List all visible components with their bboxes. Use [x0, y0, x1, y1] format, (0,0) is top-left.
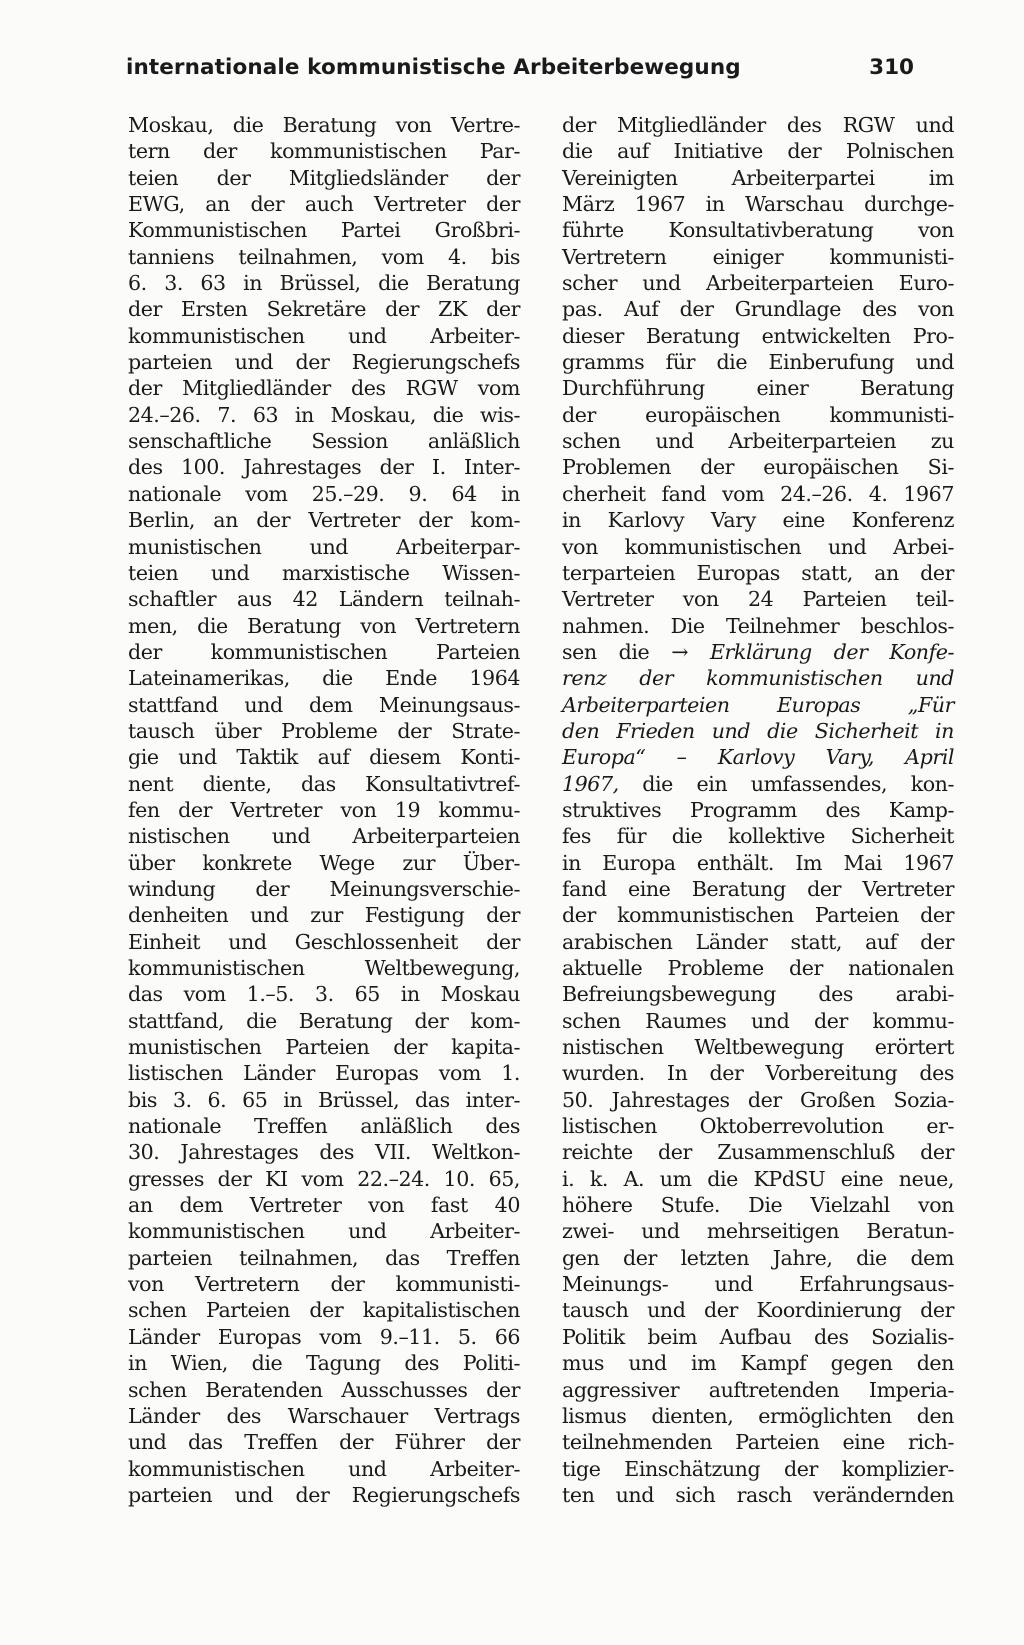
text-line: scher und Arbeiterparteien Euro- [562, 271, 954, 296]
text-line: der Mitgliedländer des RGW vom [128, 376, 520, 401]
text-line: Lateinamerikas, die Ende 1964 [128, 666, 520, 691]
cross-reference-title: Erklärung der Konfe- [688, 639, 954, 664]
text-line: von kommunistischen und Arbei- [562, 534, 954, 559]
text-line: parteien und der Regierungschefs [128, 1482, 520, 1507]
text-line: der kommunistischen Parteien [128, 639, 520, 664]
text-line: schen und Arbeiterparteien zu [562, 429, 954, 454]
text-line: arabischen Länder statt, auf der [562, 929, 954, 954]
text-line: der europäischen kommunisti- [562, 402, 954, 427]
text-line: munistischen Parteien der kapita- [128, 1035, 520, 1060]
cross-reference-arrow-icon: → [671, 639, 688, 664]
text-line: nationale vom 25.–29. 9. 64 in [128, 481, 520, 506]
text-line: der kommunistischen Parteien der [562, 903, 954, 928]
text-line: kommunistischen Weltbewegung, [128, 956, 520, 980]
text-line-cross-reference [562, 639, 954, 665]
text-line: Vereinigten Arbeiterpartei im [562, 165, 954, 190]
cross-reference-title-end: 1967, [562, 771, 619, 796]
text-line: tanniens teilnahmen, vom 4. bis [128, 244, 520, 269]
text-line: Befreiungsbewegung des arabi- [562, 982, 954, 1007]
text-line: denheiten und zur Festigung der [128, 903, 520, 928]
text-line: men, die Beratung von Vertretern [128, 613, 520, 638]
text-line-mixed [562, 771, 954, 797]
text-line: Problemen der europäischen Si- [562, 455, 954, 480]
text-line: tausch und der Koordinierung der [562, 1298, 954, 1323]
text-line: teien und marxistische Wissen- [128, 560, 520, 585]
text-line: Europa“ – Karlovy Vary, April [562, 745, 954, 770]
text-line: schen Parteien der kapitalistischen [128, 1298, 520, 1323]
right-column-lines-before [562, 112, 954, 639]
text-line: stattfand, die Beratung der kom- [128, 1008, 520, 1033]
text-line: nent diente, das Konsultativtref- [128, 771, 520, 796]
text-line: schen Beratenden Ausschusses der [128, 1377, 520, 1402]
running-head: internationale kommunistische Arbeiterbewegung [126, 55, 741, 80]
text-line: lismus dienten, ermöglichten den [562, 1403, 954, 1428]
text-line: in Wien, die Tagung des Politi- [128, 1351, 520, 1376]
text-line: 6. 3. 63 in Brüssel, die Beratung [128, 271, 520, 296]
text-line: 24.–26. 7. 63 in Moskau, die wis- [128, 402, 520, 427]
text-line: senschaftliche Session anläßlich [128, 429, 520, 454]
text-line: kommunistischen und Arbeiter- [128, 1219, 520, 1244]
text-line: das vom 1.–5. 3. 65 in Moskau [128, 982, 520, 1007]
text-line: fand eine Beratung der Vertreter [562, 876, 954, 901]
text-segment: sen die [562, 639, 672, 664]
text-line: über konkrete Wege zur Über- [128, 850, 520, 875]
text-line: an dem Vertreter von fast 40 [128, 1193, 520, 1218]
text-line: höhere Stufe. Die Vielzahl von [562, 1193, 954, 1218]
text-line: EWG, an der auch Vertreter der [128, 192, 520, 217]
text-line: fes für die kollektive Sicherheit [562, 824, 954, 849]
cross-reference-title-lines [562, 665, 954, 770]
text-line: ten und sich rasch verändernden [562, 1482, 954, 1507]
text-line: Politik beim Aufbau des Sozialis- [562, 1324, 954, 1349]
text-line: Arbeiterparteien Europas „Für [562, 692, 954, 717]
text-line: nistischen und Arbeiterparteien [128, 824, 520, 849]
right-column [562, 112, 954, 1508]
text-line: mus und im Kampf gegen den [562, 1351, 954, 1376]
text-line: teien der Mitgliedsländer der [128, 165, 520, 190]
text-line: schen Raumes und der kommu- [562, 1008, 954, 1033]
text-line: März 1967 in Warschau durchge- [562, 192, 954, 217]
text-line: i. k. A. um die KPdSU eine neue, [562, 1166, 954, 1191]
text-line: tige Einschätzung der komplizier- [562, 1456, 954, 1481]
text-line: schaftler aus 42 Ländern teilnah- [128, 587, 520, 612]
text-line: Durchführung einer Beratung [562, 376, 954, 401]
text-line: tausch über Probleme der Strate- [128, 718, 520, 743]
text-line: die auf Initiative der Polnischen [562, 139, 954, 164]
text-line: und das Treffen der Führer der [128, 1430, 520, 1455]
text-line: Moskau, die Beratung von Vertre- [128, 113, 520, 137]
text-line: kommunistischen und Arbeiter- [128, 1456, 520, 1481]
text-line: Berlin, an der Vertreter der kom- [128, 508, 520, 533]
text-line: wurden. In der Vorbereitung des [562, 1061, 954, 1086]
text-line: aggressiver auftretenden Imperia- [562, 1377, 954, 1402]
text-line: parteien teilnahmen, das Treffen [128, 1245, 520, 1270]
text-line: pas. Auf der Grundlage des von [562, 297, 954, 322]
text-line: tern der kommunistischen Par- [128, 139, 520, 164]
text-line: listischen Länder Europas vom 1. [128, 1061, 520, 1086]
text-line: nahmen. Die Teilnehmer beschlos- [562, 613, 954, 638]
text-line: Meinungs- und Erfahrungsaus- [562, 1272, 954, 1297]
text-line: der Ersten Sekretäre der ZK der [128, 297, 520, 322]
text-segment: die ein umfassendes, kon- [618, 771, 954, 796]
text-line: aktuelle Probleme der nationalen [562, 956, 954, 980]
right-column-lines-after [562, 797, 954, 1508]
text-line: den Frieden und die Sicherheit in [562, 718, 954, 743]
text-line: listischen Oktoberrevolution er- [562, 1114, 954, 1139]
text-line: parteien und der Regierungschefs [128, 350, 520, 375]
text-line: führte Konsultativberatung von [562, 218, 954, 243]
text-line: 30. Jahrestages des VII. Weltkon- [128, 1140, 520, 1165]
text-line: zwei- und mehrseitigen Beratun- [562, 1219, 954, 1244]
text-line: windung der Meinungsverschie- [128, 876, 520, 901]
text-line: des 100. Jahrestages der I. Inter- [128, 455, 520, 480]
text-line: Länder des Warschauer Vertrags [128, 1403, 520, 1428]
text-line: kommunistischen und Arbeiter- [128, 323, 520, 348]
text-line: gen der letzten Jahre, die dem [562, 1245, 954, 1270]
text-line: gramms für die Einberufung und [562, 350, 954, 375]
text-line: Länder Europas vom 9.–11. 5. 66 [128, 1324, 520, 1349]
text-line: in Karlovy Vary eine Konferenz [562, 508, 954, 533]
text-line: dieser Beratung entwickelten Pro- [562, 323, 954, 348]
left-column [128, 112, 520, 1508]
text-line: Vertreter von 24 Parteien teil- [562, 587, 954, 612]
text-line: von Vertretern der kommunisti- [128, 1272, 520, 1297]
text-line: gie und Taktik auf diesem Konti- [128, 745, 520, 770]
text-line: in Europa enthält. Im Mai 1967 [562, 850, 954, 875]
text-line: fen der Vertreter von 19 kommu- [128, 797, 520, 822]
text-line: stattfand und dem Meinungsaus- [128, 692, 520, 717]
text-line: terparteien Europas statt, an der [562, 560, 954, 585]
text-line: gresses der KI vom 22.–24. 10. 65, [128, 1166, 520, 1191]
text-line: reichte der Zusammenschluß der [562, 1140, 954, 1165]
text-line: Kommunistischen Partei Großbri- [128, 218, 520, 243]
text-line: Vertretern einiger kommunisti- [562, 244, 954, 269]
text-line: cherheit fand vom 24.–26. 4. 1967 [562, 481, 954, 506]
text-line: 50. Jahrestages der Großen Sozia- [562, 1087, 954, 1112]
text-line: struktives Programm des Kamp- [562, 797, 954, 822]
text-line: nationale Treffen anläßlich des [128, 1114, 520, 1139]
text-line: Einheit und Geschlossenheit der [128, 929, 520, 954]
text-line: renz der kommunistischen und [562, 666, 954, 691]
page-number: 310 [869, 55, 914, 80]
text-line: bis 3. 6. 65 in Brüssel, das inter- [128, 1087, 520, 1112]
text-line: munistischen und Arbeiterpar- [128, 534, 520, 559]
text-line: nistischen Weltbewegung erörtert [562, 1035, 954, 1060]
text-line: der Mitgliedländer des RGW und [562, 113, 954, 137]
text-line: teilnehmenden Parteien eine rich- [562, 1430, 954, 1455]
